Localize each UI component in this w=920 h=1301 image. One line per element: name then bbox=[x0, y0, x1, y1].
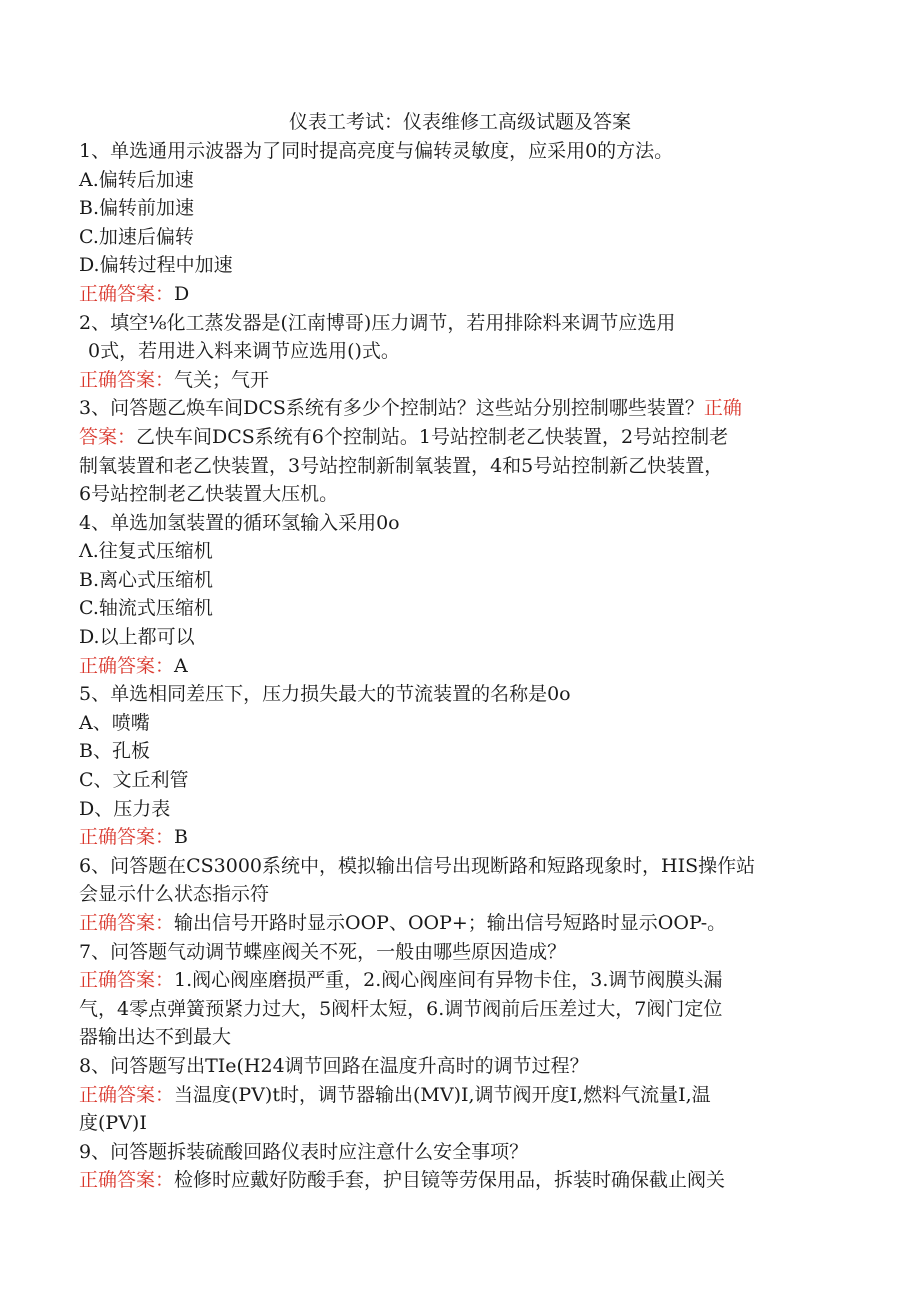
answer-label: 正确答案： bbox=[79, 283, 175, 305]
answer-label: 正确答案： bbox=[79, 912, 175, 934]
question-3-stem-text: 3、问答题乙焕车间DCS系统有多少个控制站？这些站分别控制哪些装置？ bbox=[79, 397, 704, 419]
question-3-stem bbox=[79, 394, 742, 422]
answer-value: 检修时应戴好防酸手套，护目镜等劳保用品，拆装时确保截止阀关 bbox=[174, 1169, 726, 1191]
answer-value: B bbox=[174, 826, 188, 848]
answer-label: 正确答案： bbox=[79, 1084, 175, 1106]
question-5-answer bbox=[79, 823, 188, 851]
question-2-stem-line-1: 2、填空⅛化工蒸发器是(江南博哥)压力调节，若用排除料来调节应选用 bbox=[79, 312, 676, 334]
question-8-stem: 8、问答题写出TIe(H24调节回路在温度升高时的调节过程？ bbox=[79, 1055, 589, 1077]
answer-value: 输出信号开路时显示OOP、OOP+；输出信号短路时显示OOP-。 bbox=[174, 912, 727, 934]
question-5-option-a: A、喷嘴 bbox=[79, 712, 150, 734]
question-3-answer-line-2: 制氧装置和老乙快装置，3号站控制新制氧装置，4和5号站控制新乙快装置， bbox=[79, 455, 724, 477]
question-2-stem-line-2: 0式，若用进入料来调节应选用()式。 bbox=[88, 340, 400, 362]
question-3-answer-line-1 bbox=[79, 423, 728, 451]
question-5-option-c: C、文丘利管 bbox=[79, 769, 189, 791]
answer-value: D bbox=[174, 283, 190, 305]
answer-value: 气关；气开 bbox=[174, 369, 270, 391]
answer-label: 正确答案： bbox=[79, 1169, 175, 1191]
question-5-option-b: B、孔板 bbox=[79, 740, 150, 762]
question-1-option-c: C.加速后偏转 bbox=[79, 226, 194, 248]
question-5-stem: 5、单选相同差压下，压力损失最大的节流装置的名称是0o bbox=[79, 683, 571, 705]
answer-label: 正确答案： bbox=[79, 826, 175, 848]
question-7-stem: 7、问答题气动调节蝶座阀关不死，一般由哪些原因造成？ bbox=[79, 941, 567, 963]
question-4-option-d: D.以上都可以 bbox=[79, 626, 195, 648]
question-8-answer-line-1 bbox=[79, 1081, 711, 1109]
question-7-answer-line-3: 器输出达不到最大 bbox=[79, 1026, 232, 1048]
question-1-option-a: A.偏转后加速 bbox=[79, 169, 194, 191]
answer-value: 1.阀心阀座磨损严重，2.阀心阀座间有异物卡住，3.调节阀膜头漏 bbox=[174, 969, 723, 991]
question-9-stem: 9、问答题拆装硫酸回路仪表时应注意什么安全事项？ bbox=[79, 1141, 529, 1163]
question-1-stem: 1、单选通用示波器为了同时提高亮度与偏转灵敏度，应采用0的方法。 bbox=[79, 140, 674, 162]
question-4-option-c: C.轴流式压缩机 bbox=[79, 597, 213, 619]
question-3-answer-line-3: 6号站控制老乙快装置大压机。 bbox=[79, 483, 339, 505]
answer-value: 当温度(PV)t时，调节器输出(MV)I,调节阀开度I,燃料气流量I,温 bbox=[174, 1084, 711, 1106]
question-5-option-d: D、压力表 bbox=[79, 798, 171, 820]
question-1-option-b: B.偏转前加速 bbox=[79, 197, 195, 219]
question-4-stem: 4、单选加氢装置的循环氢输入采用0o bbox=[79, 512, 400, 534]
question-4-option-a: Λ.往复式压缩机 bbox=[79, 540, 213, 562]
question-7-answer-line-2: 气，4零点弹簧预紧力过大，5阀杆太短，6.调节阀前后压差过大，7阀门定位 bbox=[79, 998, 723, 1020]
question-1-option-d: D.偏转过程中加速 bbox=[79, 254, 233, 276]
question-6-stem-line-1: 6、问答题在CS3000系统中，模拟输出信号出现断路和短路现象时，HIS操作站 bbox=[79, 855, 756, 877]
answer-label: 正确答案： bbox=[79, 369, 175, 391]
answer-label: 正确答案： bbox=[79, 969, 175, 991]
answer-value: 乙快车间DCS系统有6个控制站。1号站控制老乙快装置，2号站控制老 bbox=[136, 426, 729, 448]
question-9-answer-line-1 bbox=[79, 1166, 725, 1194]
answer-label-part-1: 正确 bbox=[703, 397, 742, 419]
answer-label-part-2: 答案： bbox=[79, 426, 137, 448]
question-1-answer bbox=[79, 280, 189, 308]
answer-value: A bbox=[174, 655, 188, 677]
question-2-answer bbox=[79, 366, 269, 394]
question-7-answer-line-1 bbox=[79, 966, 722, 994]
question-4-answer bbox=[79, 652, 188, 680]
question-6-stem-line-2: 会显示什么状态指示符 bbox=[79, 883, 270, 905]
answer-label: 正确答案： bbox=[79, 655, 175, 677]
question-8-answer-line-2: 度(PV)I bbox=[79, 1112, 147, 1134]
page-title: 仪表工考试：仪表维修工高级试题及答案 bbox=[288, 111, 631, 133]
question-4-option-b: B.离心式压缩机 bbox=[79, 569, 214, 591]
question-6-answer bbox=[79, 909, 726, 937]
